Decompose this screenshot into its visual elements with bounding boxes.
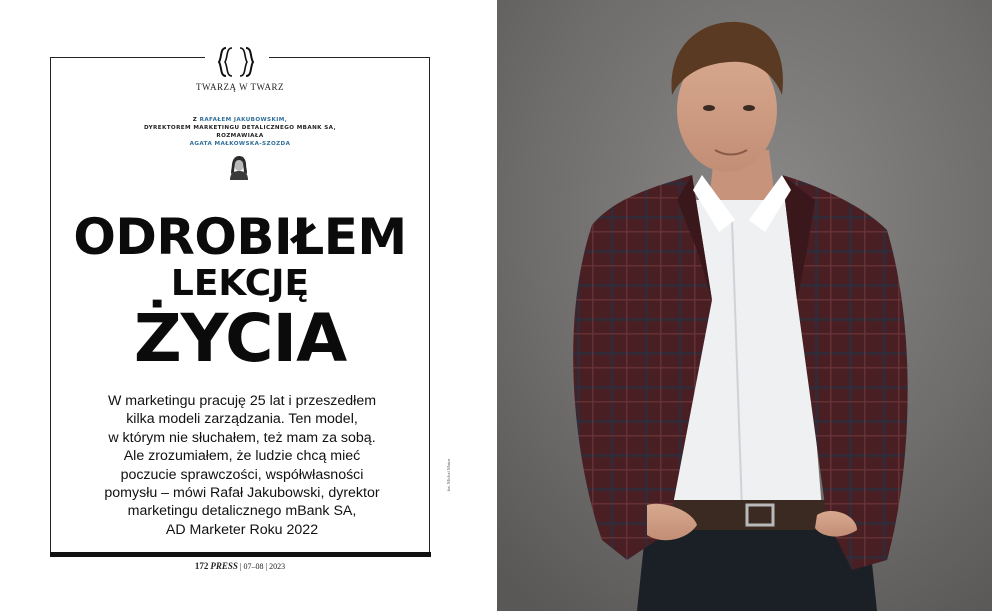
author-portrait [226, 154, 252, 180]
photo-credit: fot. Michał Mutor [446, 458, 451, 492]
lead-line: w którym nie słuchałem, też mam za sobą. [108, 429, 376, 446]
magazine-name: PRESS [210, 561, 238, 571]
lead-paragraph [92, 392, 392, 539]
subject-name: RAFAŁEM JAKUBOWSKIM, [199, 117, 288, 123]
subject-role: DYREKTOREM MARKETINGU DETALICZNEGO MBANK SA, [143, 125, 337, 131]
section-label: TWARZĄ W TWARZ [196, 82, 284, 92]
byline [50, 116, 430, 148]
lead-line: poczucie sprawczości, współwłasności [120, 466, 364, 483]
lead-line: Ale zrozumiałem, że ludzie chcą mieć [123, 448, 361, 465]
interviewer-name: AGATA MAŁKOWSKA-SZOZDA [189, 141, 291, 147]
issue-year: 2023 [269, 562, 286, 571]
byline-prefix: Z [192, 117, 198, 123]
lead-line: marketingu detalicznego mBank SA, [127, 503, 357, 520]
frame-bottom-rule [50, 552, 431, 557]
interview-label: ROZMAWIAŁA [216, 133, 264, 139]
lead-line: kilka modeli zarządzania. Ten model, [126, 411, 358, 428]
footer-divider: | [265, 562, 268, 571]
footer-divider: | [239, 562, 242, 571]
page-number: 172 [194, 561, 209, 571]
lead-line: pomysłu – mówi Rafał Jakubowski, dyrektor [104, 485, 380, 502]
page-footer [50, 561, 430, 571]
issue-number: 07–08 [243, 562, 264, 571]
headline [50, 208, 430, 377]
lead-line: AD Marketer Roku 2022 [165, 521, 319, 538]
double-bracket-logo-icon [216, 45, 256, 79]
lead-line: W marketingu pracuję 25 lat i przeszedłem [107, 393, 377, 409]
headline-line-1: ODROBIŁEM [73, 208, 407, 266]
headline-line-2: LEKCJĘ [170, 263, 310, 304]
headline-line-3: ŻYCIA [133, 300, 347, 377]
portrait-photo [497, 0, 992, 611]
